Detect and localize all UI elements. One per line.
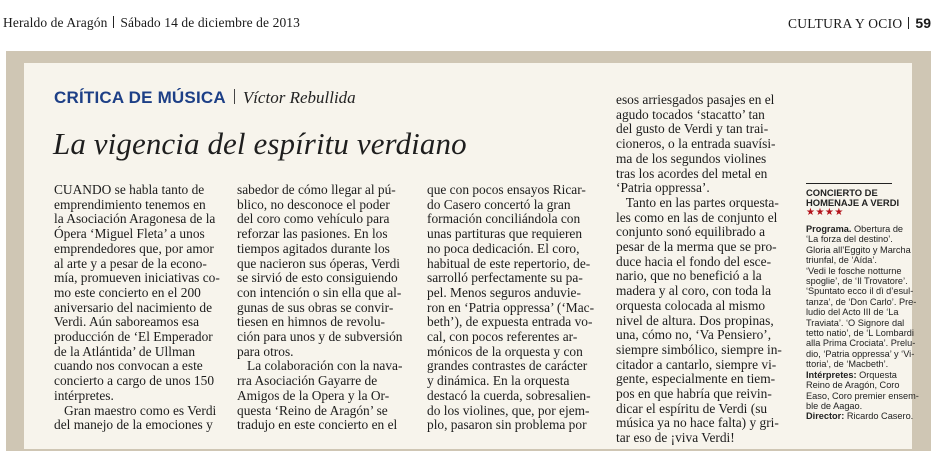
text-line: ‘Patria oppressa’. [616, 180, 710, 196]
issue-date: Sábado 14 de diciembre de 2013 [120, 15, 300, 30]
text-line: concierto a cargo de unos 150 [54, 373, 215, 389]
text-line: esos arriesgados pasajes en el [616, 92, 775, 107]
text-line: del manejo de la emociones y [54, 417, 213, 433]
text-line: nario, que no benefició a la [616, 268, 762, 284]
text-column-4 [616, 93, 782, 446]
text-line: pesar de la merma que se pro- [616, 239, 777, 255]
article-frame [6, 51, 931, 451]
header-right [788, 15, 931, 32]
text-line: mía, promueven iniciativas co- [54, 270, 220, 286]
program-line: Traviata’. ‘O Signore dal [806, 317, 905, 328]
text-line: con intención o sin ella que al- [237, 284, 402, 300]
text-line: cuando nos convocan a este [54, 358, 203, 374]
text-line: se sirvió de esto consiguiendo [237, 270, 398, 286]
text-line: Tanto en las partes orquesta- [616, 194, 779, 210]
section-label: CRÍTICA DE MÚSICA [54, 88, 226, 107]
program-line: ‘La forza del destino’. [806, 234, 893, 245]
header-left [3, 15, 300, 31]
program-line: ‘Spuntato ecco il dì d’esul- [806, 286, 914, 297]
text-line: Verdi. Aún saboreamos esa [54, 314, 200, 330]
article-kicker [54, 88, 356, 108]
text-line: madera y al coro, con toda la [616, 283, 772, 299]
program-line: tetto natio’, de ‘L Lombardi [806, 328, 914, 339]
director-name: Ricardo Casero. [844, 411, 914, 422]
director-label: Director: [806, 411, 845, 422]
text-line: pel. Menos seguros anduvie- [427, 284, 581, 300]
program-line: tanza’, de ‘Don Carlo’. Pre- [806, 296, 917, 307]
text-line: reforzar las pasiones. En los [237, 226, 388, 242]
text-line: gunas de sus obras se convir- [237, 299, 394, 315]
text-line: plo, pasaron sin problema por [427, 417, 587, 433]
text-line: beth’), de expuesta entrada vo- [427, 314, 593, 330]
rating-stars: ★★★★ [806, 207, 844, 218]
text-column-2 [237, 183, 403, 433]
text-line: ma de los segundos violines [616, 150, 767, 166]
text-line: emprendedores que, por amor [54, 240, 214, 256]
header-divider [113, 16, 114, 28]
program-line: dio, ‘Patria oppressa’ y ‘Vi- [806, 348, 915, 359]
text-line: Gran maestro como es Verdi [54, 402, 217, 418]
header-divider [908, 17, 909, 29]
text-line: rra Asociación Gayarre de [237, 373, 378, 389]
text-line: Ópera ‘Miguel Fleta’ a unos [54, 226, 205, 242]
text-line: que con pocos ensayos Ricar- [427, 182, 586, 197]
director-line [806, 411, 914, 422]
text-line: mónicos de la orquesta y con [427, 343, 583, 359]
text-line: conjunto sonó equilibrado a [616, 224, 766, 240]
text-line: dicar el espíritu de Verdi (su [616, 400, 768, 416]
program-line: triunfal, de ‘Aída’. [806, 255, 877, 266]
program-line: ttoria’, de ‘Macbeth’. [806, 359, 889, 370]
text-line: no poca dedicación. El coro, [427, 240, 580, 256]
text-line: tiesen en himnos de revolu- [237, 314, 386, 330]
program-line: alla Prima Crociata’. Prelu- [806, 338, 916, 349]
text-line: duce hacia el fondo del esce- [616, 253, 772, 269]
text-line: sabedor de cómo llegar al pú- [237, 182, 396, 197]
text-line: do Casero concertó la gran [427, 196, 571, 212]
kicker-divider [234, 89, 235, 104]
text-line: tiempos agitados durante los [237, 240, 390, 256]
concert-info-box [806, 183, 919, 422]
text-line: sarrolló perfectamente su pa- [427, 270, 583, 286]
text-line: una, cómo no, ‘Va Pensiero’, [616, 327, 772, 343]
text-line: tras los acordes del metal en [616, 165, 768, 181]
performers-line: ble de Aagao. [806, 400, 863, 411]
concert-title: CONCIERTO DE [806, 187, 878, 198]
text-line: la Asociación Aragonesa de la [54, 211, 216, 227]
text-line: aniversario del nacimiento de [54, 299, 213, 315]
text-line: La colaboración con la nava- [237, 358, 403, 374]
author-name: Víctor Rebullida [242, 88, 356, 107]
text-line: orquesta colocada al mismo [616, 297, 766, 313]
text-line: cal, con pocos referentes ar- [427, 329, 578, 345]
text-column-1 [54, 183, 220, 433]
text-line: pos en que habría que reivin- [616, 386, 772, 402]
text-line: mo este concierto en el 200 [54, 284, 201, 300]
text-column-3 [427, 183, 594, 433]
text-line: que nacieron sus óperas, Verdi [237, 255, 400, 271]
text-line: citador a cantarlo, siempre vi- [616, 356, 777, 372]
text-line: ron en ‘Patria oppressa’ (‘Mac- [427, 299, 595, 315]
text-line: habitual de este repertorio, de- [427, 255, 591, 271]
performers-line [806, 369, 897, 380]
text-line: grandes contrastes de carácter [427, 358, 588, 374]
page-header [0, 0, 937, 40]
text-line: al arte y a pesar de la econo- [54, 255, 207, 271]
text-line: Amigos de la Opera y la Or- [237, 387, 390, 403]
text-line: ción para unos y de subversión [237, 329, 403, 345]
article-clipping [24, 63, 919, 449]
text-line: de la Atlántida’ de Ullman [54, 343, 196, 359]
text-line: unas partituras que requieren [427, 226, 583, 242]
text-line: producción de ‘El Emperador [54, 329, 213, 345]
text-line: les como en las de conjunto el [616, 209, 778, 225]
text-line: tar eso de ¡viva Verdi! [616, 430, 735, 446]
text-line: música ya no hace falta) y gri- [616, 415, 779, 431]
text-line: del gusto de Verdi y tan trai- [616, 121, 769, 137]
program-line: spoglie’, de ‘Il Trovatore’. [806, 276, 908, 287]
text-line: para otros. [237, 343, 294, 359]
text-line: del coro como vehículo para [237, 211, 390, 227]
program-line: ludio del Acto III de ‘La [806, 307, 899, 318]
text-line: cioneros, o la entrada suavísi- [616, 136, 776, 152]
performers-line: Reino de Aragón, Coro [806, 380, 900, 391]
program-label: Programa. [806, 224, 852, 234]
text-line: questa ‘Reino de Aragón’ se [237, 402, 388, 418]
text-line: siempre simbólico, siempre in- [616, 341, 782, 357]
text-line: CUANDO se habla tanto de [54, 182, 205, 197]
performers-line: Easo, Coro premier ensem- [806, 390, 919, 401]
performers-label: Intérpretes: [806, 369, 857, 380]
section-name: CULTURA Y OCIO [787, 16, 903, 31]
text-line: blico, no desconoce el poder [237, 196, 390, 212]
text-line: gente, especialmente en tiem- [616, 371, 776, 387]
text-line: destacó la cuerda, sobresalien- [427, 387, 591, 403]
text-line: formación conciliándola con [427, 211, 581, 227]
program-line [806, 224, 904, 234]
program-line: Gloria all’Eggito y Marcha [806, 244, 911, 255]
text-line: tradujo en este concierto en el [237, 417, 398, 433]
page-number: 59 [915, 15, 931, 31]
text-line: nivel de altura. Dos propinas, [616, 312, 774, 328]
performers-text: Orquesta [856, 369, 897, 380]
program-line: ‘Vedi le fosche notturne [806, 265, 902, 276]
text-line: do los violines, que, por ejem- [427, 402, 590, 418]
text-line: agudo tocados ‘stacatto’ tan [616, 106, 765, 122]
text-line: emprendimiento tenemos en [54, 196, 206, 212]
program-text: Obertura de [851, 224, 904, 234]
text-line: intérpretes. [54, 387, 114, 403]
concert-details [806, 224, 919, 422]
article-headline: La vigencia del espíritu verdiano [53, 126, 467, 161]
text-line: y dinámica. En la orquesta [427, 373, 570, 389]
newspaper-name: Heraldo de Aragón [3, 15, 108, 30]
concert-title: HOMENAJE A VERDI [806, 197, 900, 208]
